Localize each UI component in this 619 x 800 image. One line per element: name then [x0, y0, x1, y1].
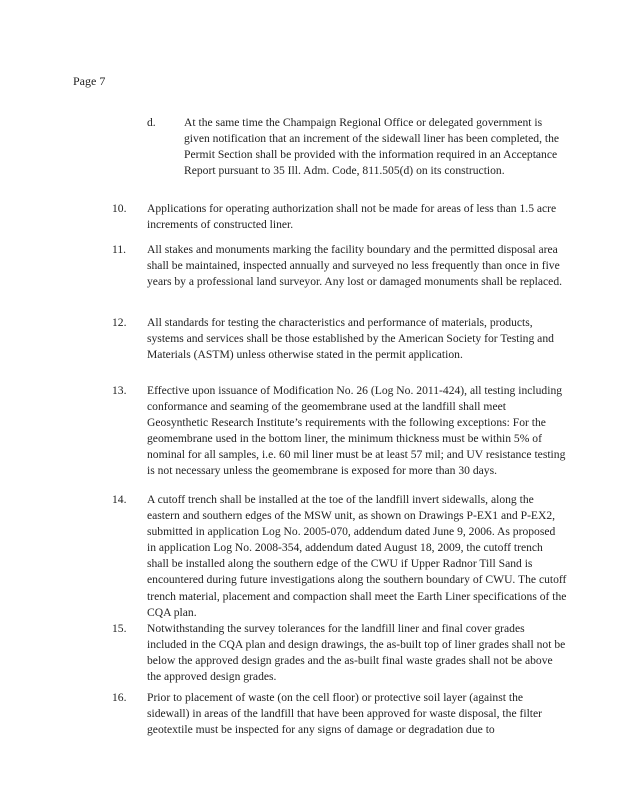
condition-number: 11. — [112, 243, 127, 256]
condition-text: Effective upon issuance of Modification No. 26 (Log No. 2011-424), all testing including conformance and seaming of the geomembrane used at the landfill shall meet Geosynthetic Research Institute’s requirements with the following exceptions: For the geomembrane used in the bottom liner, the minimum thickness must be within 5% of nominal for all samples, i.e. 60 mil liner must be at least 57 mil; and UV resistance testing is not necessary unless the geomembrane is exposed for more than 30 days. — [147, 384, 566, 478]
subitem-text: At the same time the Champaign Regional Office or delegated government is given notification that an increment of the sidewall liner has been completed, the Permit Section shall be provided with the information required in an Acceptance Report pursuant to 35 Ill. Adm. Code, 811.505(d) on its construction. — [184, 116, 560, 178]
condition-10 — [112, 201, 567, 233]
condition-text: Prior to placement of waste (on the cell floor) or protective soil layer (against the sidewall) in areas of the landfill that have been approved for waste disposal, the filter geotextile must be inspected for any signs of damage or degradation due to — [147, 691, 543, 737]
subitem-letter: d. — [147, 116, 156, 129]
condition-12 — [112, 315, 567, 363]
condition-number: 15. — [112, 622, 127, 635]
condition-14 — [112, 492, 567, 621]
condition-subitem-d — [147, 115, 567, 179]
condition-number: 12. — [112, 316, 127, 329]
condition-15 — [112, 621, 567, 685]
condition-text: All standards for testing the characteristics and performance of materials, products, systems and services shall be those established by the American Society for Testing and Materials (ASTM) unless otherwise stated in the permit application. — [147, 316, 554, 362]
condition-11 — [112, 242, 567, 290]
condition-text: A cutoff trench shall be installed at the toe of the landfill invert sidewalls, along the eastern and southern edges of the MSW unit, as shown on Drawings P-EX1 and P-EX2, submitted in application Log No. 2005-070, addendum dated June 9, 2006. As proposed in application Log No. 2008-354, addendum dated August 18, 2009, the cutoff trench shall be installed along the southern edge of the CWU if Upper Radnor Till Sand is encountered during future investigations along the southern boundary of CWU. The cutoff trench material, placement and compaction shall meet the Earth Liner specifications of the CQA plan. — [147, 493, 567, 619]
condition-text: All stakes and monuments marking the facility boundary and the permitted disposal area shall be maintained, inspected annually and surveyed no less frequently than once in five years by a professional land surveyor. Any lost or damaged monuments shall be replaced. — [147, 243, 563, 289]
page-number: Page 7 — [73, 74, 106, 88]
condition-text: Applications for operating authorization shall not be made for areas of less than 1.5 acre increments of constructed liner. — [147, 202, 557, 232]
condition-number: 16. — [112, 691, 127, 704]
condition-text: Notwithstanding the survey tolerances for the landfill liner and final cover grades included in the CQA plan and design drawings, the as-built top of liner grades shall not be below the approved design grades and the as-built final waste grades shall not be above the approved design grades. — [147, 622, 566, 684]
condition-number: 14. — [112, 493, 127, 506]
condition-number: 13. — [112, 384, 127, 397]
condition-number: 10. — [112, 202, 127, 215]
condition-16 — [112, 690, 567, 738]
condition-13 — [112, 383, 567, 480]
